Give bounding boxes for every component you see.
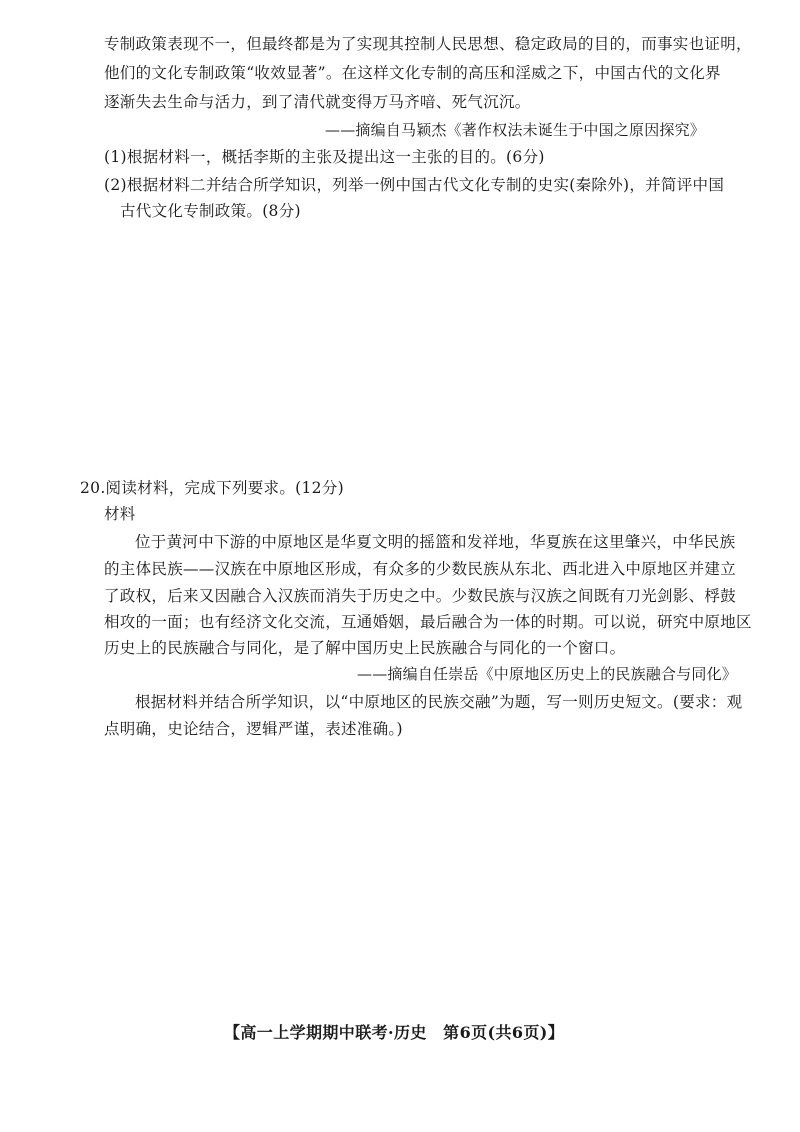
material-line: 相攻的一面；也有经济文化交流，互通婚姻，最后融合为一体的时期。可以说，研究中原地区 xyxy=(104,613,752,631)
material-line: 历史上的民族融合与同化，是了解中国历史上民族融合与同化的一个窗口。 xyxy=(104,639,626,657)
question-20-task-cont: 点明确，史论结合，逻辑严谨，表述准确。) xyxy=(104,720,403,738)
passage-line: 专制政策表现不一，但最终都是为了实现其控制人民思想、稳定政局的目的，而事实也证明， xyxy=(104,35,752,53)
material-line: 了政权，后来又因融合入汉族而消失于历史之中。少数民族与汉族之间既有刀光剑影、桴鼓 xyxy=(104,587,737,605)
material-label: 材料 xyxy=(104,505,136,523)
question-19-part-2: (2)根据材料二并结合所学知识，列举一例中国古代文化专制的史实(秦除外)，并简评中国 xyxy=(104,176,725,194)
page-footer: 【高一上学期期中联考·历史 第6页(共6页)】 xyxy=(224,1023,565,1042)
material-source: ——摘编自任崇岳《中原地区历史上的民族融合与同化》 xyxy=(357,665,738,683)
passage-line: 他们的文化专制政策“收效显著”。在这样文化专制的高压和淫威之下，中国古代的文化界 xyxy=(104,64,721,82)
question-19-part-2-cont: 古代文化专制政策。(8分) xyxy=(120,202,301,220)
passage-source: ——摘编自马颖杰《著作权法未诞生于中国之原因探究》 xyxy=(325,121,706,139)
question-20-task: 根据材料并结合所学知识，以“中原地区的民族交融”为题，写一则历史短文。(要求：观 xyxy=(135,693,743,711)
material-line: 位于黄河中下游的中原地区是华夏文明的摇篮和发祥地，华夏族在这里肇兴，中华民族 xyxy=(135,533,736,551)
passage-line: 逐渐失去生命与活力，到了清代就变得万马齐喑、死气沉沉。 xyxy=(104,93,531,111)
material-line: 的主体民族——汉族在中原地区形成，有众多的少数民族从东北、西北进入中原地区并建立 xyxy=(104,560,737,578)
question-19-part-1: (1)根据材料一，概括李斯的主张及提出这一主张的目的。(6分) xyxy=(104,148,545,166)
question-20-heading: 20.阅读材料，完成下列要求。(12分) xyxy=(80,479,344,497)
